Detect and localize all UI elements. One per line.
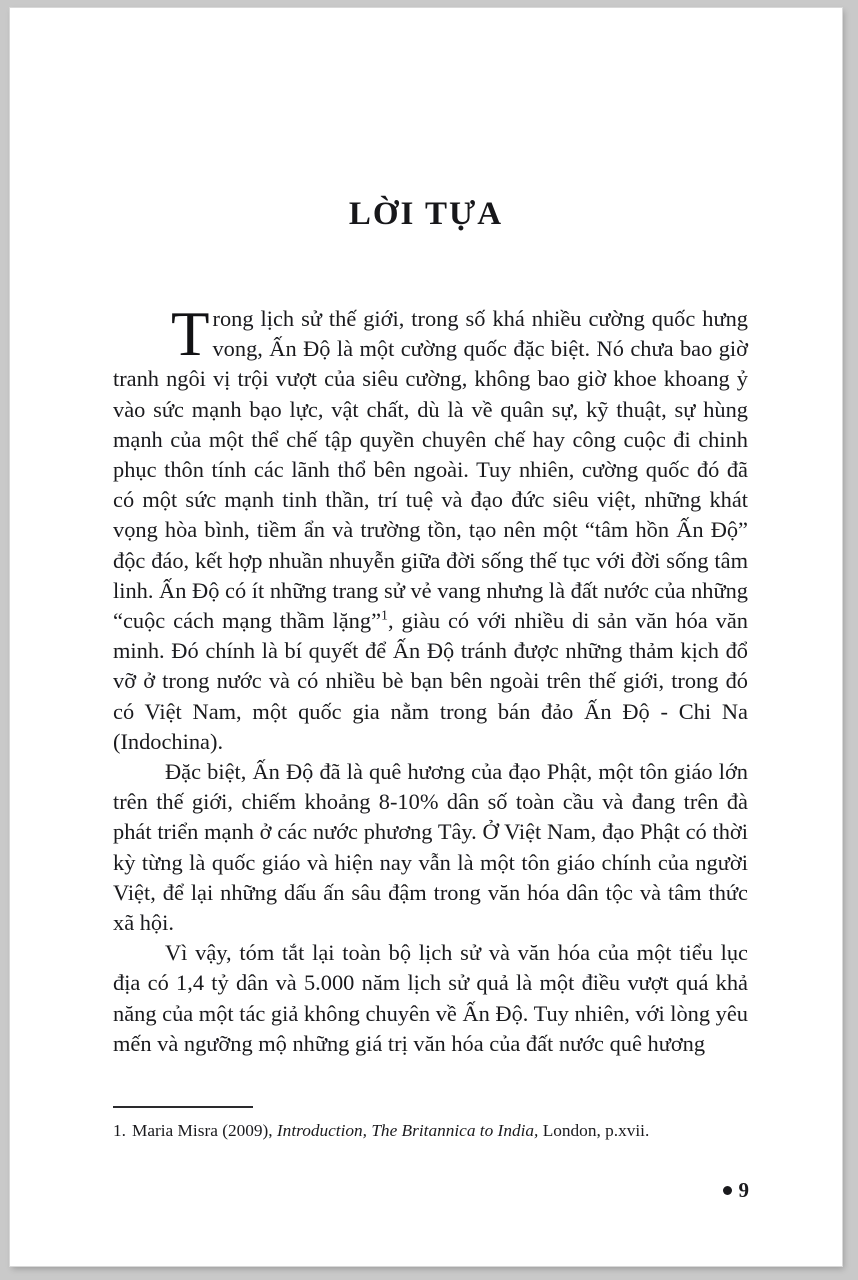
footnote-separator-rule <box>113 1106 253 1108</box>
page-number: 9 <box>738 1178 749 1202</box>
paragraph-1-text-part-2: , giàu có với nhiều di sản văn hóa văn minh. Đó chính là bí quyết để Ấn Độ tránh được những thảm kịch đổ vỡ ở trong nước và có nhiều bè bạn bên ngoài trên thế giới, trong đó có Việt Nam, một quốc gia nằm trong bán đảo Ấn Độ - Chi Na (Indochina). <box>113 608 748 754</box>
footnote-publication: London, p.xvii. <box>542 1121 650 1140</box>
footnote-reference-marker[interactable]: 1 <box>381 608 388 624</box>
page-folio <box>723 1178 750 1203</box>
footnote-number: 1. <box>113 1121 126 1140</box>
paragraph-2: Đặc biệt, Ấn Độ đã là quê hương của đạo Phật, một tôn giáo lớn trên thế giới, chiếm khoảng 8-10% dân số toàn cầu và đang trên đà phát triển mạnh ở các nước phương Tây. Ở Việt Nam, đạo Phật có thời kỳ từng là quốc giáo và hiện nay vẫn là một tôn giáo chính của người Việt, để lại những dấu ấn sâu đậm trong văn hóa dân tộc và tâm thức xã hội. <box>113 759 748 936</box>
paragraph-3: Vì vậy, tóm tắt lại toàn bộ lịch sử và văn hóa của một tiểu lục địa có 1,4 tỷ dân và 5.000 năm lịch sử quả là một điều vượt quá khả năng của một tác giả không chuyên về Ấn Độ. Tuy nhiên, với lòng yêu mến và ngưỡng mộ những giá trị văn hóa của đất nước quê hương <box>113 940 748 1056</box>
drop-cap-letter: T <box>171 299 210 369</box>
footnote-title: Introduction, The Britannica to India, <box>276 1121 539 1140</box>
footnote-entry <box>113 1119 753 1142</box>
footnote-author-year: Maria Misra (2009), <box>131 1121 273 1140</box>
paragraph-1-text-part-1: rong lịch sử thế giới, trong số khá nhiều cường quốc hưng vong, Ấn Độ là một cường quốc đặc biệt. Nó chưa bao giờ tranh ngôi vị trội vượt của siêu cường, không bao giờ khoe khoang ỷ vào sức mạnh bạo lực, vật chất, dù là về quân sự, kỹ thuật, sự hùng mạnh của một thể chế tập quyền chuyên chế hay công cuộc đi chinh phục thôn tính các lãnh thổ bên ngoài. Tuy nhiên, cường quốc đó đã có một sức mạnh tinh thần, trí tuệ và đạo đức siêu việt, những khát vọng hòa bình, tiềm ẩn và trường tồn, tạo nên một “tâm hồn Ấn Độ” độc đáo, kết hợp nhuần nhuyễn giữa đời sống thế tục với đời sống tâm linh. Ấn Độ có ít những trang sử vẻ vang nhưng là đất nước của những “cuộc cách mạng thầm lặng” <box>113 306 748 634</box>
paragraph-1 <box>113 299 748 757</box>
bullet-dot-icon <box>723 1186 732 1195</box>
page-title: LỜI TỰA <box>348 196 504 233</box>
footnote-block <box>113 1106 753 1142</box>
body-text-column <box>113 299 748 1059</box>
page-content-area <box>10 8 842 1266</box>
book-page-sheet <box>10 8 842 1266</box>
